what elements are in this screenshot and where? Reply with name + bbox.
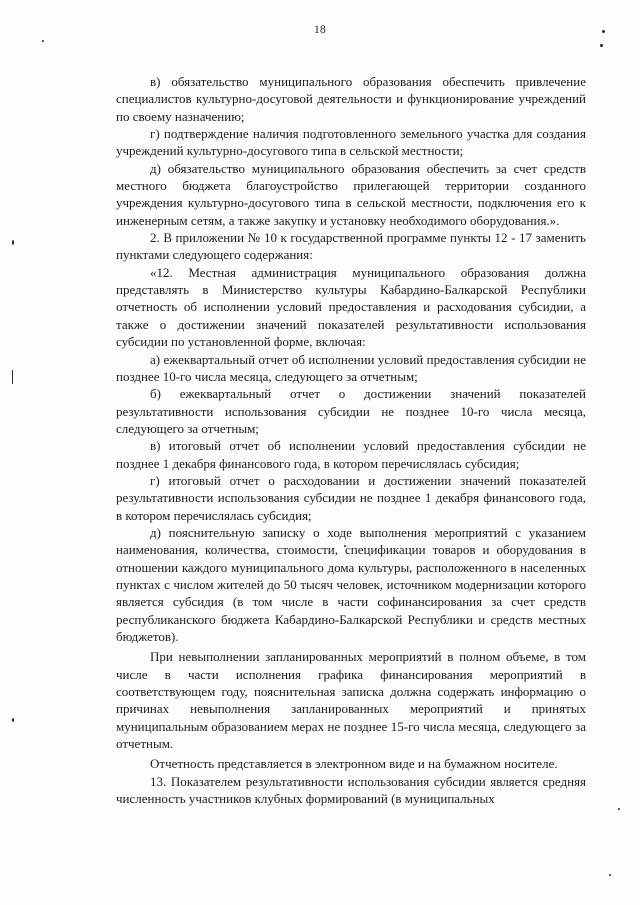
paragraph-report-v: в) итоговый отчет об исполнении условий предоставления субсидии не позднее 1 декабря финансового года, в котором перечислялась субсидия;: [116, 438, 586, 471]
scan-speck: [12, 240, 14, 245]
scan-speck: [609, 874, 611, 876]
scan-speck: [600, 44, 603, 47]
paragraph-item-v: в) обязательство муниципального образования обеспечить привлечение специалистов культурно-досуговой деятельности и функционирование учреждений по своему назначению;: [116, 74, 586, 124]
document-body: [116, 73, 586, 807]
paragraph-item-g: г) подтверждение наличия подготовленного земельного участка для создания учреждений культурно-досугового типа в сельской местности;: [116, 126, 586, 159]
paragraph-report-b: б) ежеквартальный отчет о достижении значений показателей результативности использования субсидии не позднее 10-го числа месяца, следующего за отчетным;: [116, 386, 586, 436]
page-number: 18: [313, 24, 327, 36]
paragraph-nonfulfillment: При невыполнении запланированных мероприятий в полном объеме, в том числе в части исполнения графика финансирования мероприятий в соответствующем году, пояснительная записка должна содержать информацию о причинах невыполнения запланированных мероприятий и принятых муниципальным образованием мерах не позднее 15-го числа месяца, следующего за отчетным.: [116, 649, 586, 752]
scan-speck: [618, 808, 620, 810]
paragraph-item-d: д) обязательство муниципального образования обеспечить за счет средств местного бюджета благоустройство прилегающей территории созданного учреждения культурно-досугового типа в сельской местности, подключения его к инженерным сетям, а также закупку и установку необходимого оборудования.».: [116, 160, 586, 228]
scan-speck: [602, 30, 605, 33]
paragraph-reporting-format: Отчетность представляется в электронном виде и на бумажном носителе.: [150, 756, 558, 772]
paragraph-point-12: «12. Местная администрация муниципального образования должна представлять в Министерство культуры Кабардино-Балкарской Республики отчетность об исполнении условий предоставления и расходования субсидии, а также о достижении значений показателей результативности использования субсидии по установленной форме, включая:: [116, 264, 586, 350]
paragraph-point-13: 13. Показателем результативности использования субсидии является средняя численность участников клубных формирований (в муниципальных: [116, 773, 586, 807]
paragraph-report-d: д) пояснительную записку о ходе выполнения мероприятий с указанием наименования, количества, стоимости, спецификации товаров и оборудования в отношении каждого муниципального дома культуры, расположенного в населенных пунктах с числом жителей до 50 тысяч человек, источником модернизации которого является субсидия (в том числе в части софинансирования за счет средств республиканского бюджета Кабардино-Балкарской Республики и средств местных бюджетов).: [116, 524, 586, 644]
scan-speck: [12, 370, 13, 384]
scan-speck: [42, 40, 44, 42]
paragraph-report-g: г) итоговый отчет о расходовании и достижении значений показателей результативности использования субсидии не позднее 1 декабря финансового года, в котором перечислялась субсидия;: [116, 472, 586, 523]
scan-speck: [12, 718, 14, 722]
paragraph-report-a: а) ежеквартальный отчет об исполнении условий предоставления субсидии не позднее 10-го числа месяца, следующего за отчетным;: [116, 351, 586, 384]
paragraph-clause-2: 2. В приложении № 10 к государственной программе пункты 12 - 17 заменить пунктами следующего содержания:: [116, 230, 586, 263]
